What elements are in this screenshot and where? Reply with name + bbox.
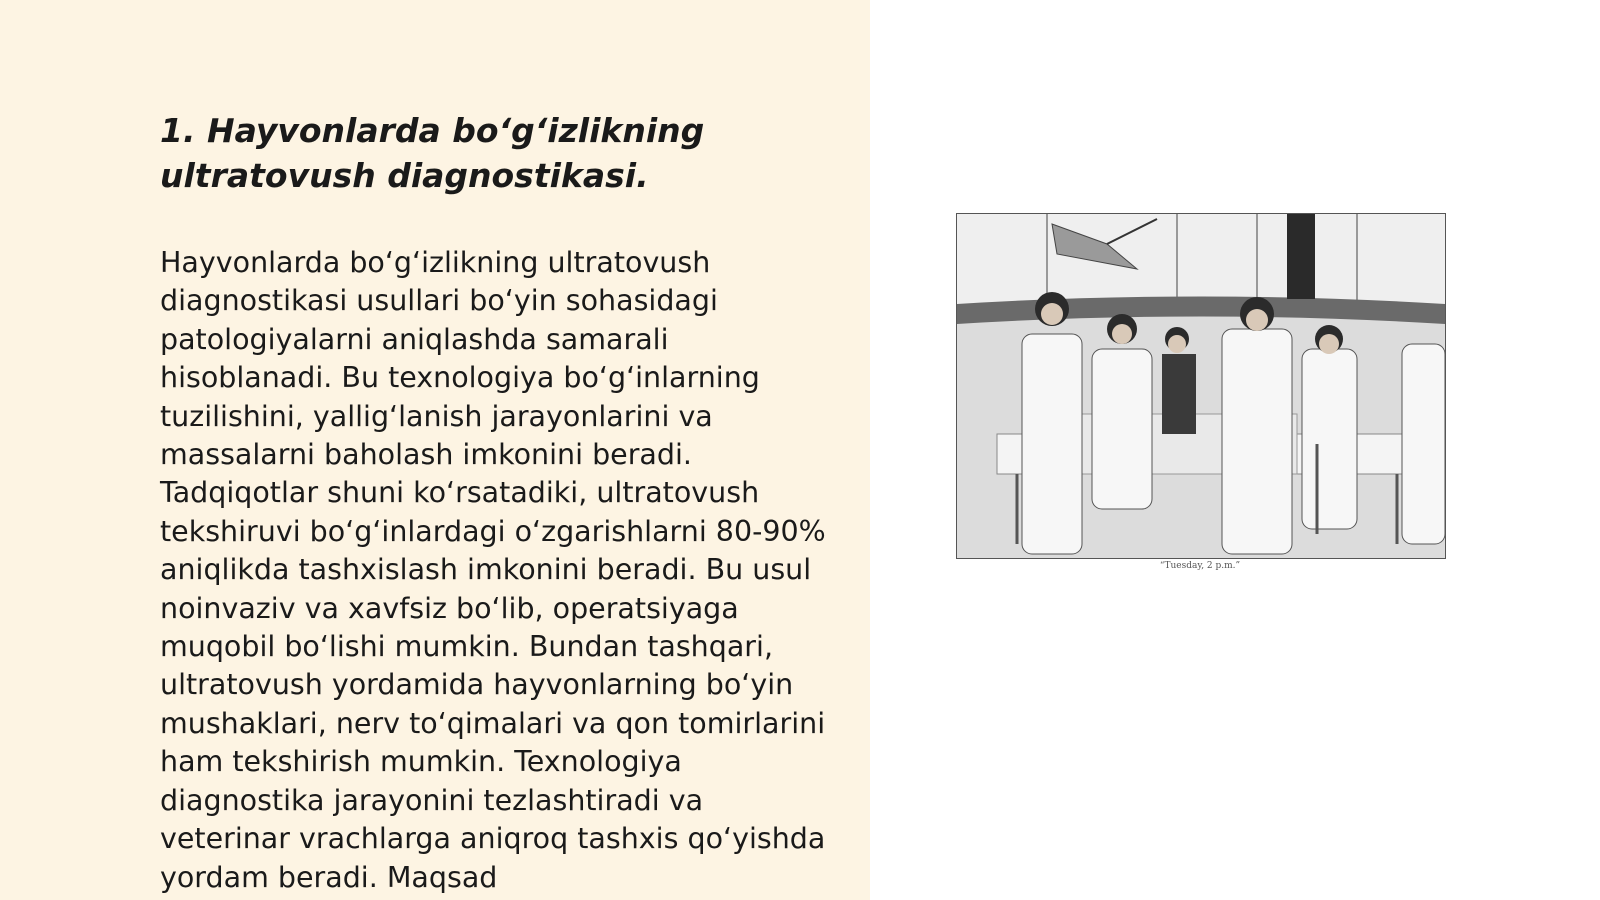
surgery-photo-illustration — [957, 214, 1445, 558]
slide-body-text: Hayvonlarda bo‘g‘izlikning ultratovush diagnostikasi usullari bo‘yin sohasidagi patologiyalarni aniqlashda samarali hisoblanadi. Bu texnologiya bo‘g‘inlarning tuzilishini, yallig‘lanish jarayonlarini va massalarni baholash imkonini beradi. Tadqiqotlar shuni ko‘rsatadiki, ultratovush tekshiruvi bo‘g‘inlardagi o‘zgarishlarni 80-90% aniqlikda tashxislash imkonini beradi. Bu usul noinvaziv va xavfsiz bo‘lib, operatsiyaga muqobil bo‘lishi mumkin. Bundan tashqari, ultratovush yordamida hayvonlarning bo‘yin mushaklari, nerv to‘qimalari va qon tomirlarini ham tekshirish mumkin. Texnologiya diagnostika jarayonini tezlashtiradi va veterinar vrachlarga aniqroq tashxis qo‘yishda yordam beradi. Maqsad — [160, 246, 826, 894]
slide-title: 1. Hayvonlarda bo‘g‘izlikning ultratovush diagnostikasi. — [160, 111, 705, 195]
surgery-photo — [956, 213, 1446, 559]
figure-caption: “Tuesday, 2 p.m.” — [1159, 561, 1241, 571]
